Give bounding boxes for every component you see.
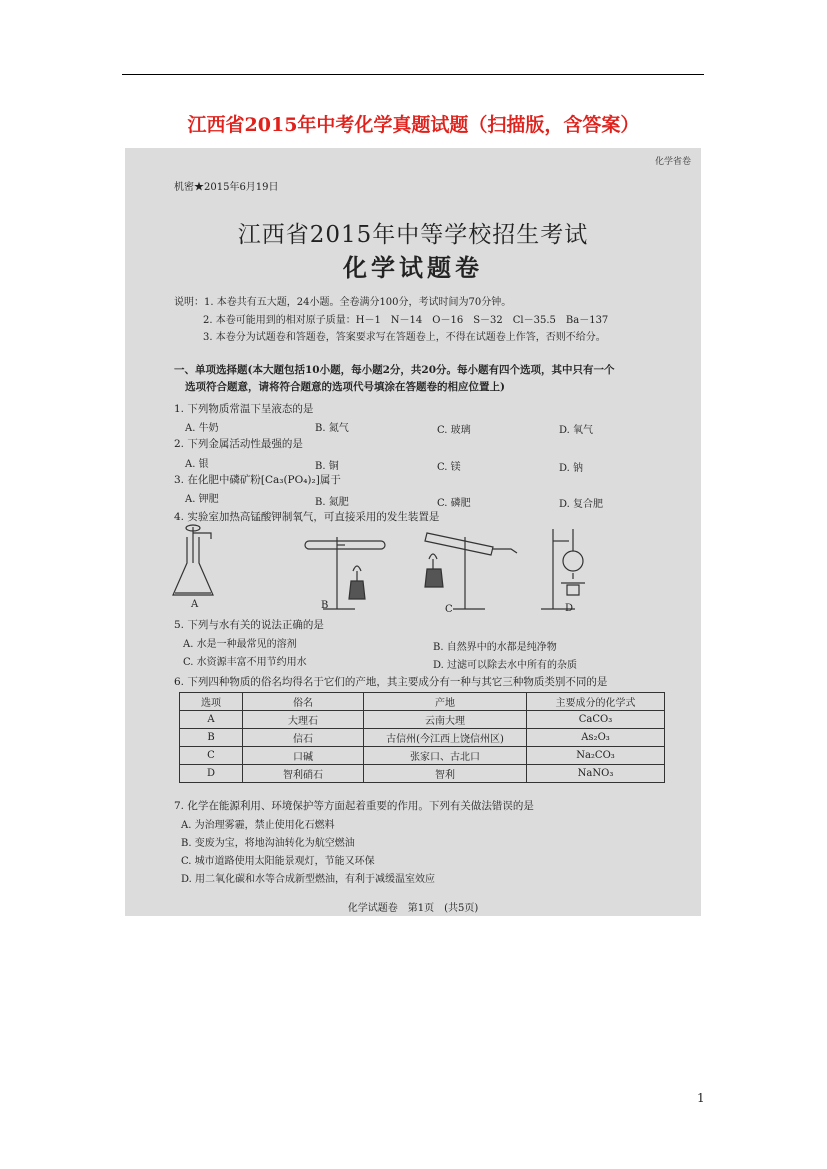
table-header: 产地 xyxy=(364,693,527,711)
q3-option-a: A. 钾肥 xyxy=(185,494,219,505)
q3-stem: 3. 在化肥中磷矿粉[Ca₃(PO₄)₂]属于 xyxy=(174,474,341,486)
table-cell: 智利硝石 xyxy=(243,765,364,783)
q7-option-d: D. 用二氧化碳和水等合成新型燃油，有利于减缓温室效应 xyxy=(181,874,436,885)
q2-option-b: B. 铜 xyxy=(315,461,339,472)
table-cell: A xyxy=(180,711,243,729)
q2-option-a: A. 银 xyxy=(185,459,209,470)
q2-option-c: C. 镁 xyxy=(437,462,461,473)
section-1-heading: 一、单项选择题(本大题包括10小题，每小题2分，共20分。每小题有四个选项，其中只有一个 xyxy=(174,364,615,376)
scanned-exam-page xyxy=(125,148,701,916)
table-row xyxy=(180,747,665,765)
q6-stem: 6. 下列四种物质的俗名均得名于它们的产地，其主要成分有一种与其它三种物质类别不同的是 xyxy=(174,676,608,688)
q5-option-b: B. 自然界中的水都是纯净物 xyxy=(433,642,557,653)
apparatus-figures xyxy=(165,523,685,618)
apparatus-c-tube-icon xyxy=(425,533,517,609)
q3-option-b: B. 氮肥 xyxy=(315,497,349,508)
table-cell: NaNO₃ xyxy=(527,765,665,783)
table-header: 俗名 xyxy=(243,693,364,711)
table-cell: 智利 xyxy=(364,765,527,783)
table-cell: B xyxy=(180,729,243,747)
q5-option-a: A. 水是一种最常见的溶剂 xyxy=(183,639,297,650)
table-cell: 信石 xyxy=(243,729,364,747)
table-header: 主要成分的化学式 xyxy=(527,693,665,711)
exam-title: 江西省2015年中等学校招生考试 xyxy=(237,222,589,248)
scan-footer: 化学试题卷 第1页 (共5页) xyxy=(347,903,479,914)
table-cell: As₂O₃ xyxy=(527,729,665,747)
note-line-2: 2. 本卷可能用到的相对原子质量：H－1 N－14 O－16 S－32 Cl－35.5 Ba－137 xyxy=(203,315,609,326)
table-row xyxy=(180,711,665,729)
table-row xyxy=(180,765,665,783)
q7-stem: 7. 化学在能源利用、环境保护等方面起着重要的作用。下列有关做法错误的是 xyxy=(174,800,534,812)
apparatus-b-tube-icon xyxy=(305,537,385,609)
table-cell: 云南大理 xyxy=(364,711,527,729)
q1-option-c: C. 玻璃 xyxy=(437,425,471,436)
paper-title: 化学试题卷 xyxy=(343,253,483,282)
q2-option-d: D. 钠 xyxy=(559,463,584,474)
note-line-3: 3. 本卷分为试题卷和答题卷，答案要求写在答题卷上，不得在试题卷上作答，否则不给分。 xyxy=(203,332,606,343)
table-cell: CaCO₃ xyxy=(527,711,665,729)
table-cell: 大理石 xyxy=(243,711,364,729)
q2-stem: 2. 下列金属活动性最强的是 xyxy=(174,438,303,450)
q5-stem: 5. 下列与水有关的说法正确的是 xyxy=(174,619,324,631)
table-cell: 口碱 xyxy=(243,747,364,765)
header-rule xyxy=(122,74,704,75)
q7-option-b: B. 变废为宝，将地沟油转化为航空燃油 xyxy=(181,838,355,849)
table-header-row xyxy=(180,693,665,711)
q5-option-d: D. 过滤可以除去水中所有的杂质 xyxy=(433,660,578,671)
secret-line: 机密★2015年6月19日 xyxy=(174,182,279,193)
table-header: 选项 xyxy=(180,693,243,711)
table-cell: C xyxy=(180,747,243,765)
fig-label-b: B xyxy=(321,600,329,611)
q7-option-c: C. 城市道路使用太阳能景观灯，节能又环保 xyxy=(181,856,375,867)
q6-table xyxy=(179,692,665,783)
q1-option-a: A. 牛奶 xyxy=(185,423,219,434)
fig-label-d: D xyxy=(565,603,574,614)
q3-option-d: D. 复合肥 xyxy=(559,499,604,510)
q1-option-d: D. 氧气 xyxy=(559,425,594,436)
q7-option-a: A. 为治理雾霾，禁止使用化石燃料 xyxy=(181,820,335,831)
table-cell: Na₂CO₃ xyxy=(527,747,665,765)
q1-option-b: B. 氮气 xyxy=(315,423,349,434)
fig-label-c: C xyxy=(445,604,453,615)
table-cell: D xyxy=(180,765,243,783)
apparatus-d-flask-icon xyxy=(541,529,585,609)
table-cell: 张家口、古北口 xyxy=(364,747,527,765)
document-title: 江西省2015年中考化学真题试题（扫描版，含答案） xyxy=(187,114,640,136)
q5-option-c: C. 水资源丰富不用节约用水 xyxy=(183,657,307,668)
note-line-1: 说明：1. 本卷共有五大题，24小题。全卷满分100分，考试时间为70分钟。 xyxy=(174,297,512,308)
q3-option-c: C. 磷肥 xyxy=(437,498,471,509)
section-1-heading-cont: 选项符合题意，请将符合题意的选项代号填涂在答题卷的相应位置上) xyxy=(185,381,505,393)
table-row xyxy=(180,729,665,747)
page-number: 1 xyxy=(697,1091,705,1105)
q1-stem: 1. 下列物质常温下呈液态的是 xyxy=(174,403,314,415)
fig-label-a: A xyxy=(191,599,199,610)
table-cell: 古信州(今江西上饶信州区) xyxy=(364,729,527,747)
apparatus-a-flask-icon xyxy=(173,525,213,595)
q4-stem: 4. 实验室加热高锰酸钾制氧气，可直接采用的发生装置是 xyxy=(174,511,440,523)
corner-label: 化学省卷 xyxy=(654,157,691,167)
